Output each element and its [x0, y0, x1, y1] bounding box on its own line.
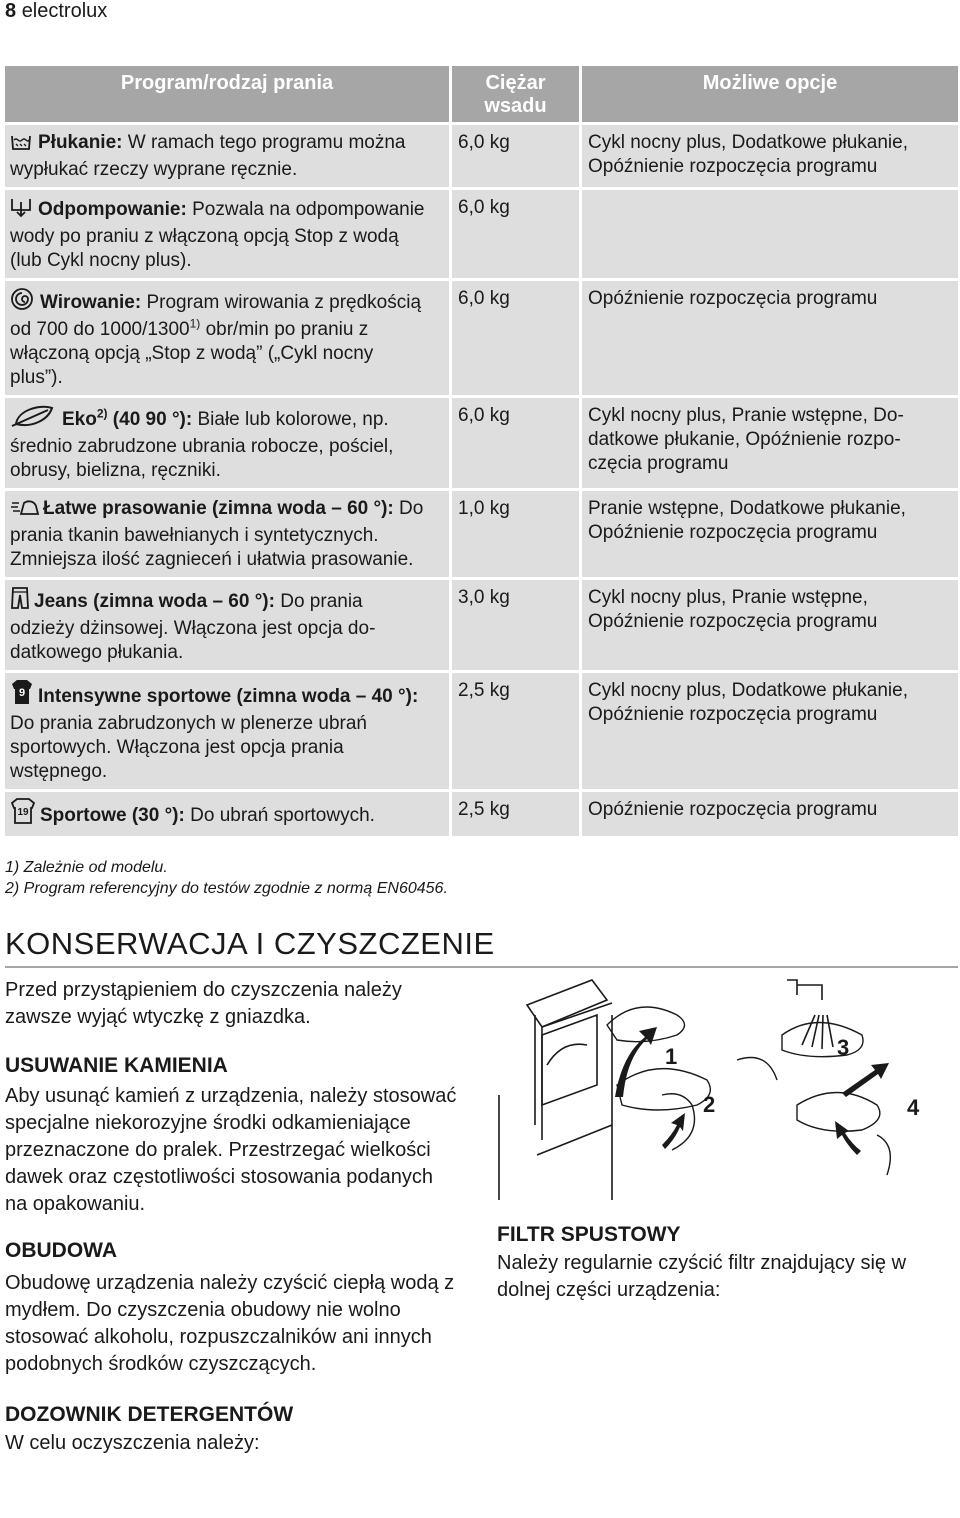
footnote-1: 1) Zależnie od modelu.: [5, 859, 168, 876]
table-row: [5, 670, 958, 789]
program-cell: [5, 670, 452, 789]
program-cell: [5, 789, 452, 836]
rinse-icon: [10, 131, 32, 158]
dispenser-heading: DOZOWNIK DETERGENTÓW: [5, 1403, 294, 1426]
descaling-heading: USUWANIE KAMIENIA: [5, 1054, 228, 1077]
program-name: Sportowe (30 °):: [40, 805, 185, 826]
header-load: Ciężar wsadu: [452, 66, 582, 122]
filter-text-column: [497, 1222, 957, 1304]
step-1-label: 1: [665, 1044, 678, 1069]
maintenance-text-column: [5, 977, 460, 1457]
filter-heading: FILTR SPUSTOWY: [497, 1223, 681, 1246]
footnote-2: 2) Program referencyjny do testów zgodnie z normą EN60456.: [5, 880, 448, 897]
casing-heading: OBUDOWA: [5, 1239, 117, 1262]
program-description: Białe lub kolorowe, np. średnio zabrudzone ubrania robocze, pościel, obrusy, bielizna, ręczniki.: [10, 409, 394, 481]
table-row: [5, 187, 958, 278]
options-cell: Opóźnienie rozpoczęcia programu: [582, 789, 958, 836]
footnotes: [5, 857, 448, 899]
program-description: Pozwala na odpompowanie wody po praniu z włączoną opcją Stop z wodą (lub Cykl nocny plus).: [10, 199, 425, 271]
options-cell: [582, 187, 958, 278]
intro-text: Przed przystąpieniem do czyszczenia należy zawsze wyjąć wtyczkę z gniazdka.: [5, 979, 402, 1028]
program-table: [5, 66, 958, 836]
section-title: KONSERWACJA I CZYSZCZENIE: [5, 926, 958, 968]
filter-cleaning-illustration: [497, 975, 957, 1200]
program-name: Łatwe prasowanie (zimna woda – 60 °):: [43, 498, 394, 519]
brand-name: electrolux: [21, 0, 108, 22]
options-cell: Opóźnienie rozpoczęcia programu: [582, 278, 958, 395]
spin-icon: [10, 287, 34, 318]
step-3-label: 3: [837, 1035, 850, 1060]
sport-icon: [10, 798, 36, 831]
svg-text:19: 19: [17, 807, 29, 818]
load-cell: 3,0 kg: [452, 577, 582, 670]
program-description: Do prania tkanin bawełnianych i syntetycznych. Zmniejsza ilość zagnieceń i ułatwia prasowanie.: [10, 498, 424, 570]
program-cell: [5, 488, 452, 577]
header-options: Możliwe opcje: [582, 66, 958, 122]
program-description-cont: obr/min po praniu z włączoną opcją „Stop z wodą” („Cykl nocny plus”).: [10, 319, 374, 388]
program-cell: [5, 122, 452, 187]
table-row: [5, 488, 958, 577]
program-cell: [5, 278, 452, 395]
options-cell: Pranie wstępne, Dodatkowe płukanie, Opóźnienie rozpoczęcia programu: [582, 488, 958, 577]
program-cell: [5, 577, 452, 670]
footnote-mark: 2): [96, 406, 108, 421]
program-name: Odpompowanie:: [38, 199, 187, 220]
descaling-text: Aby usunąć kamień z urządzenia, należy stosować specjalne niekorozyjne środki odkamieniające przeznaczone do pralek. Przestrzegać wielkości dawek oraz częstotliwości stosowania podanych na opakowaniu.: [5, 1085, 457, 1215]
filter-text: Należy regularnie czyścić filtr znajdujący się w dolnej części urządzenia:: [497, 1252, 907, 1301]
load-cell: 6,0 kg: [452, 395, 582, 488]
load-cell: 6,0 kg: [452, 122, 582, 187]
svg-text:9: 9: [18, 687, 26, 699]
program-description: Program wirowania z prędkością od 700 do 1000/1300: [10, 292, 422, 340]
program-name-temp: (40 90 °):: [107, 409, 193, 430]
step-4-label: 4: [907, 1095, 920, 1120]
table-row: [5, 278, 958, 395]
options-cell: Cykl nocny plus, Dodatkowe płukanie, Opóźnienie rozpoczęcia programu: [582, 670, 958, 789]
dispenser-text: W celu oczyszczenia należy:: [5, 1432, 260, 1454]
table-row: [5, 789, 958, 836]
jeans-icon: [10, 586, 30, 617]
program-cell: [5, 187, 452, 278]
table-row: [5, 395, 958, 488]
program-name: Eko: [62, 409, 97, 430]
load-cell: 6,0 kg: [452, 187, 582, 278]
easy-iron-icon: [10, 497, 40, 524]
page-header: [5, 0, 107, 22]
step-2-label: 2: [703, 1092, 716, 1117]
options-cell: Cykl nocny plus, Dodatkowe płukanie, Opóźnienie rozpoczęcia programu: [582, 122, 958, 187]
load-cell: 2,5 kg: [452, 670, 582, 789]
header-program: Program/rodzaj prania: [5, 66, 452, 122]
load-cell: 1,0 kg: [452, 488, 582, 577]
load-cell: 2,5 kg: [452, 789, 582, 836]
options-cell: Cykl nocny plus, Pranie wstępne, Dodatkowe płukanie, Opóźnienie rozpoczęcia programu: [582, 395, 958, 488]
options-cell: Cykl nocny plus, Pranie wstępne, Opóźnienie rozpoczęcia programu: [582, 577, 958, 670]
program-name: Intensywne sportowe (zimna woda – 40 °):: [38, 686, 419, 707]
casing-text: Obudowę urządzenia należy czyścić ciepłą wodą z mydłem. Do czyszczenia obudowy nie wolno stosować alkoholu, rozpuszczalników ani innych podobnych środków czyszczących.: [5, 1272, 455, 1375]
sport-intensive-icon: [10, 679, 34, 712]
eco-leaf-icon: [10, 404, 56, 435]
program-description: W ramach tego programu można wypłukać rzeczy wyprane ręcznie.: [10, 132, 406, 180]
table-row: [5, 122, 958, 187]
program-name: Płukanie:: [38, 132, 123, 153]
table-row: [5, 577, 958, 670]
page-number: 8: [5, 0, 17, 22]
program-cell: [5, 395, 452, 488]
footnote-mark: 1): [189, 316, 201, 331]
load-cell: 6,0 kg: [452, 278, 582, 395]
program-description: Do prania odzieży dżinsowej. Włączona jest opcja dodatkowego płukania.: [10, 591, 376, 663]
program-description: Do prania zabrudzonych w plenerze ubrań sportowych. Włączona jest opcja prania wstępnego.: [10, 713, 367, 782]
program-name: Wirowanie:: [40, 292, 142, 313]
drain-icon: [10, 196, 32, 225]
program-description: Do ubrań sportowych.: [184, 805, 375, 826]
program-name: Jeans (zimna woda – 60 °):: [34, 591, 275, 612]
